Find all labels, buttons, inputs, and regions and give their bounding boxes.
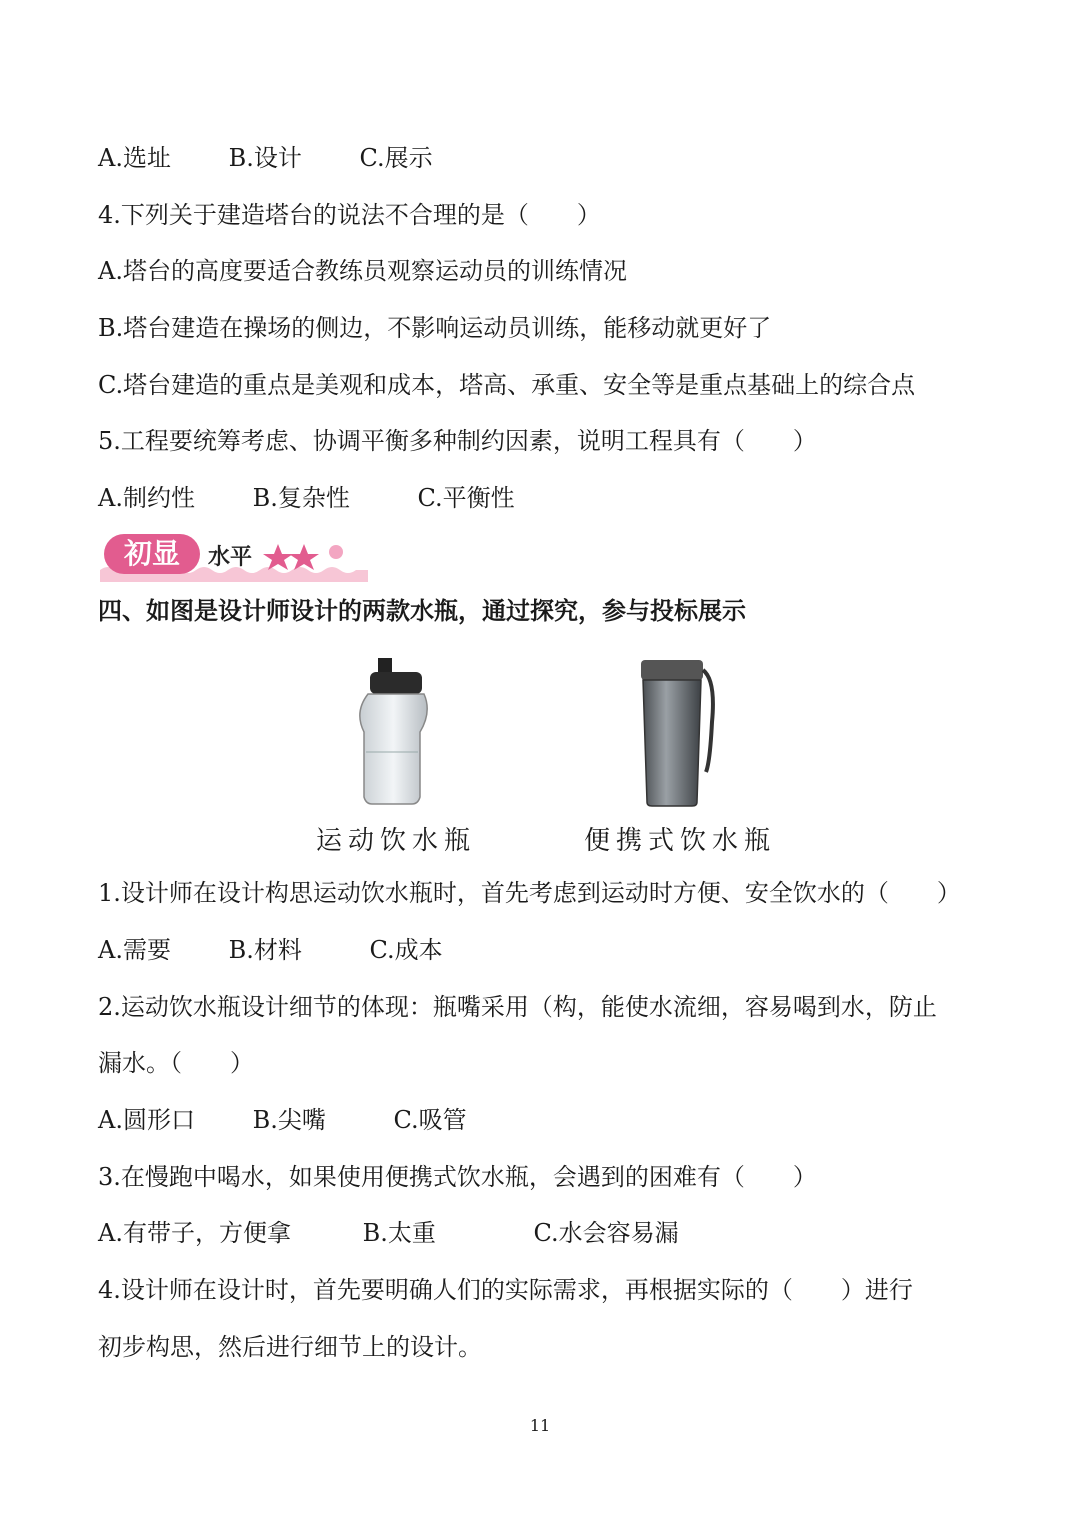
s4-q1-question: 1.设计师在设计构思运动饮水瓶时，首先考虑到运动时方便、安全饮水的（ ） — [98, 879, 961, 907]
s4-q2-option-c: C.吸管 — [393, 1106, 467, 1134]
s4-q2-option-b: B.尖嘴 — [252, 1106, 326, 1134]
s4-q4-question-line1: 4.设计师在设计时，首先要明确人们的实际需求，再根据实际的（ ）进行 — [98, 1276, 913, 1304]
s4-q1-option-a: A.需要 — [98, 936, 171, 964]
q5-option-c: C.平衡性 — [417, 484, 515, 512]
s4-q1-option-b: B.材料 — [228, 936, 302, 964]
q3-option-c: C.展示 — [359, 144, 433, 172]
s4-q1-options-row — [98, 933, 443, 967]
star-icon — [263, 544, 293, 570]
caption-portable-bottle: 便携式饮水瓶 — [584, 826, 777, 856]
star-icon — [289, 544, 319, 570]
s4-q3-options-row — [98, 1216, 679, 1250]
s4-q2-option-a: A.圆形口 — [98, 1106, 195, 1134]
q5-option-a: A.制约性 — [98, 484, 195, 512]
q4-option-a: A.塔台的高度要适合教练员观察运动员的训练情况 — [98, 257, 627, 285]
portable-bottle-image — [641, 660, 713, 806]
s4-q3-option-a: A.有带子，方便拿 — [98, 1219, 291, 1247]
q4-question: 4.下列关于建造塔台的说法不合理的是（ ） — [98, 201, 601, 229]
q3-option-b: B.设计 — [228, 144, 302, 172]
s4-q2-options-row — [98, 1103, 467, 1137]
sport-bottle-image — [360, 658, 427, 804]
q4-option-b: B.塔台建造在操场的侧边，不影响运动员训练，能移动就更好了 — [98, 314, 772, 342]
page-number: 11 — [529, 1416, 551, 1435]
q4-option-c: C.塔台建造的重点是美观和成本，塔高、承重、安全等是重点基础上的综合点 — [98, 371, 916, 399]
caption-sport-bottle: 运动饮水瓶 — [316, 826, 477, 856]
s4-q3-option-b: B.太重 — [362, 1219, 436, 1247]
s4-q2-question-line2: 漏水。（ ） — [98, 1049, 254, 1077]
level-badge — [100, 530, 368, 582]
q5-options-row — [98, 481, 515, 515]
section-4-title: 四、如图是设计师设计的两款水瓶，通过探究，参与投标展示 — [98, 597, 746, 625]
s4-q3-question: 3.在慢跑中喝水，如果使用便携式饮水瓶，会遇到的困难有（ ） — [98, 1163, 817, 1191]
q3-options-row — [98, 141, 433, 175]
s4-q1-option-c: C.成本 — [369, 936, 443, 964]
q3-option-a: A.选址 — [98, 144, 171, 172]
s4-q3-option-c: C.水会容易漏 — [533, 1219, 679, 1247]
s4-q4-question-line2: 初步构思，然后进行细节上的设计。 — [98, 1333, 482, 1361]
bottle-illustrations — [0, 652, 1080, 862]
badge-label-left: 初显 — [123, 537, 181, 570]
q5-question: 5.工程要统筹考虑、协调平衡多种制约因素，说明工程具有（ ） — [98, 427, 817, 455]
dot-icon — [329, 545, 343, 559]
s4-q2-question-line1: 2.运动饮水瓶设计细节的体现：瓶嘴采用（构，能使水流细，容易喝到水，防止 — [98, 993, 937, 1021]
q5-option-b: B.复杂性 — [252, 484, 350, 512]
badge-label-right: 水平 — [208, 545, 253, 570]
